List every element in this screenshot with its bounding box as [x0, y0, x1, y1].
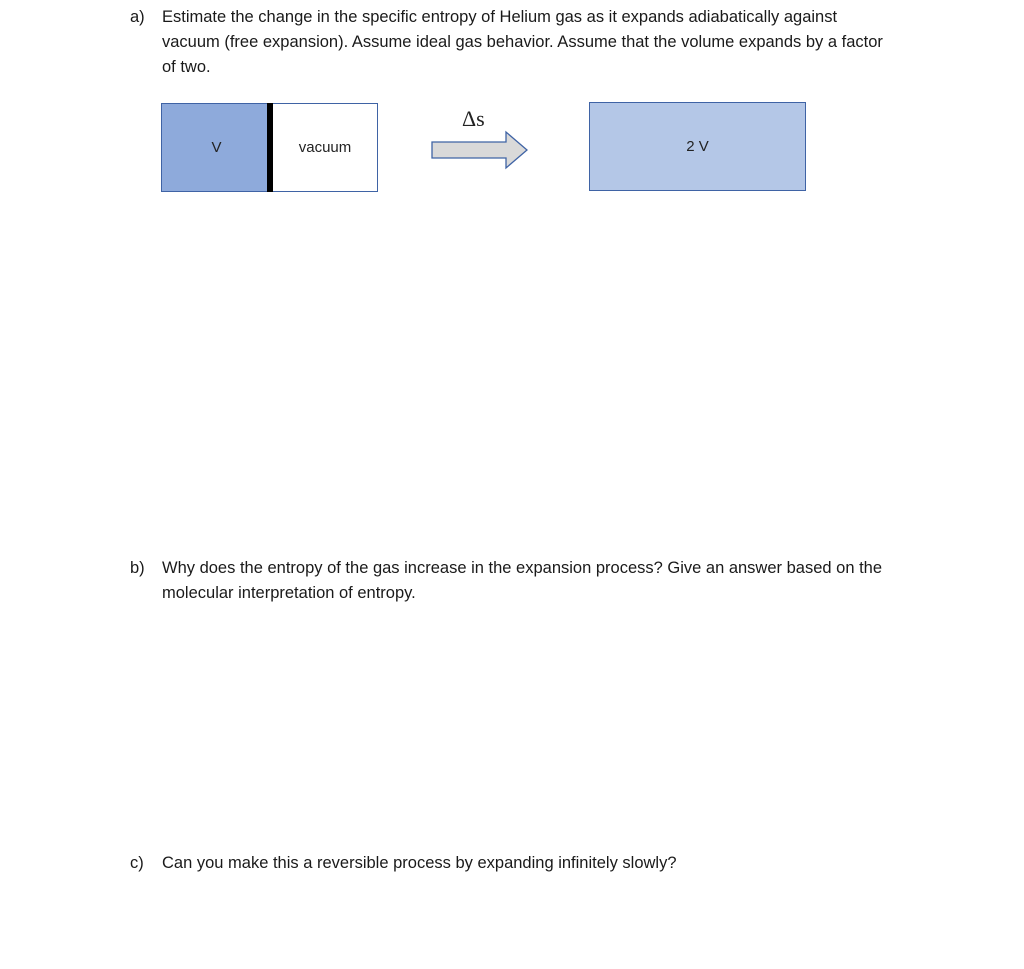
vacuum-box: [273, 103, 378, 192]
gas-volume-box: [161, 103, 271, 192]
question-c-text: Can you make this a reversible process by expanding infinitely slowly?: [162, 854, 677, 872]
gas-volume-label: V: [211, 139, 222, 156]
question-b-text: Why does the entropy of the gas increase in the expansion process? Give an answer based on the molecular interpretation of entropy.: [162, 559, 883, 602]
question-a-marker: a): [130, 8, 145, 26]
question-a-text: Estimate the change in the specific entropy of Helium gas as it expands adiabatically against vacuum (free expansion). Assume ideal gas behavior. Assume that the volume expands by a factor of two.: [162, 8, 883, 76]
question-c-marker: c): [130, 854, 144, 872]
expanded-volume-label: 2 V: [686, 138, 709, 155]
right-arrow-icon: [430, 130, 530, 172]
question-c: [130, 851, 890, 876]
question-b-marker: b): [130, 559, 145, 577]
expanded-volume-box: [589, 102, 806, 191]
question-a: [130, 5, 890, 80]
question-b: [130, 556, 890, 606]
entropy-change-label: Δs: [462, 106, 485, 131]
vacuum-label: vacuum: [298, 139, 352, 156]
